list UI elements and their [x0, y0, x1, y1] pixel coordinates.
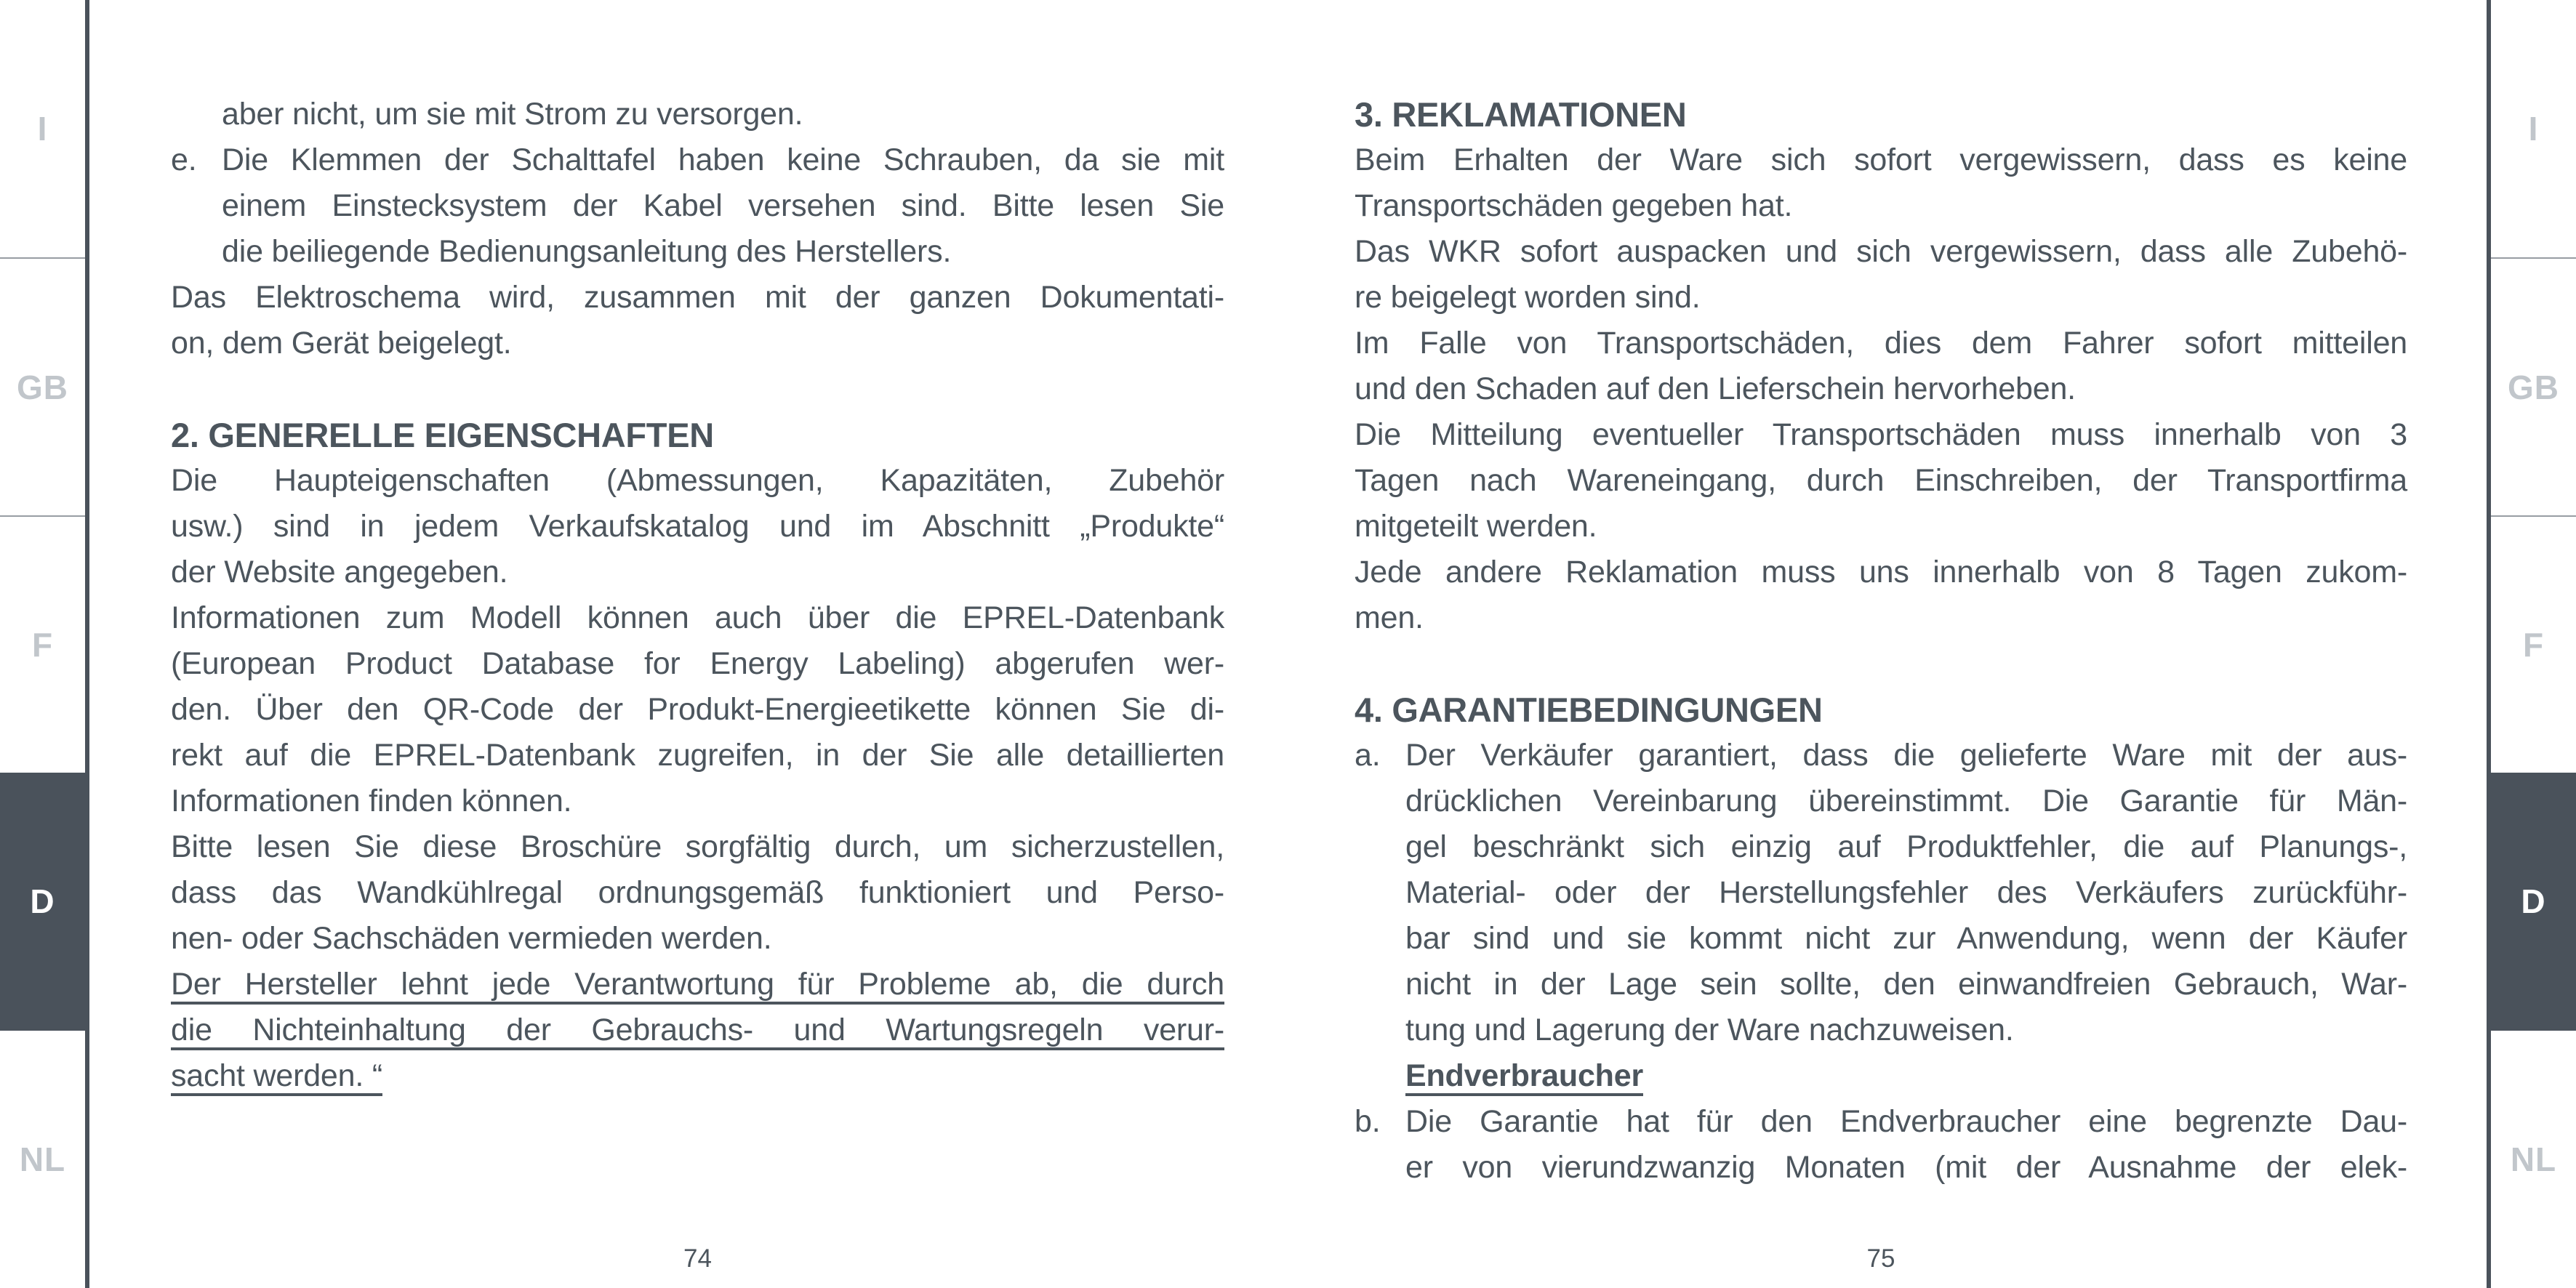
language-tab-rail-left — [0, 0, 85, 1288]
list-item — [1355, 733, 2407, 1099]
language-tab-nl-right — [2491, 1031, 2576, 1288]
text-line: sacht werden. “ — [171, 1058, 382, 1093]
text-line: Im Falle von Transportschäden, dies dem Fahrer sofort mitteilen — [1355, 326, 2407, 361]
section-heading: 3. REKLAMATIONEN — [1355, 95, 1687, 134]
paragraph — [1355, 229, 2407, 321]
text-line: Die Haupteigenschaften (Abmessungen, Kapazitäten, Zubehör — [171, 463, 1224, 498]
text-line: Die Klemmen der Schalttafel haben keine Schrauben, da sie mit — [222, 142, 1224, 177]
text-line: die Nichteinhaltung der Gebrauchs- und Wartungsregeln verur- — [171, 1013, 1224, 1047]
section-heading: 4. GARANTIEBEDINGUNGEN — [1355, 691, 1823, 729]
text-line: (European Product Database for Energy Labeling) abgerufen wer- — [171, 646, 1224, 681]
paragraph — [1355, 321, 2407, 412]
language-tab-label: F — [31, 625, 54, 664]
paragraph — [1355, 412, 2407, 550]
page-74-content — [171, 92, 1224, 1099]
text-line: Die Mitteilung eventueller Transportschäden muss innerhalb von 3 — [1355, 417, 2407, 452]
language-tab-label: F — [2522, 625, 2545, 664]
paragraph — [171, 92, 1224, 137]
page-number-74: 74 — [683, 1244, 712, 1273]
text-line: Der Verkäufer garantiert, dass die gelieferte Ware mit der aus- — [1405, 738, 2407, 773]
text-line: Beim Erhalten der Ware sich sofort vergewissern, dass es keine — [1355, 142, 2407, 177]
paragraph — [171, 595, 1224, 824]
text-line: usw.) sind in jedem Verkaufskatalog und im Abschnitt „Produkte“ — [171, 509, 1224, 544]
language-tab-label: GB — [17, 368, 68, 406]
list-marker: a. — [1355, 738, 1381, 773]
text-line: dass das Wandkühlregal ordnungsgemäß funktioniert und Perso- — [171, 875, 1224, 910]
language-tab-d-left — [0, 773, 85, 1030]
language-tab-rail-right — [2491, 0, 2576, 1288]
language-tab-label: D — [30, 882, 55, 921]
paragraph — [1355, 550, 2407, 641]
text-line: er von vierundzwanzig Monaten (mit der Ausnahme der elek- — [1405, 1150, 2407, 1185]
text-line: Der Hersteller lehnt jede Verantwortung für Probleme ab, die durch — [171, 967, 1224, 1002]
language-tab-i-left — [0, 0, 85, 257]
list-item — [171, 137, 1224, 275]
text-line: drücklichen Vereinbarung übereinstimmt. Die Garantie für Män- — [1405, 784, 2407, 818]
text-line: nicht in der Lage sein sollte, den einwandfreien Gebrauch, War- — [1405, 967, 2407, 1002]
text-line: mitgeteilt werden. — [1355, 509, 1597, 544]
text-line: Endverbraucher — [1405, 1058, 1643, 1093]
text-line: Informationen finden können. — [171, 784, 572, 818]
paragraph — [171, 458, 1224, 595]
text-line: Tagen nach Wareneingang, durch Einschreiben, der Transportfirma — [1355, 463, 2407, 498]
text-line: Das Elektroschema wird, zusammen mit der ganzen Dokumentati- — [171, 280, 1224, 315]
page-number-75: 75 — [1866, 1244, 1895, 1273]
language-tab-label: D — [2521, 882, 2546, 921]
section-heading: 2. GENERELLE EIGENSCHAFTEN — [171, 416, 714, 454]
text-line: nen- oder Sachschäden vermieden werden. — [171, 921, 772, 956]
text-line: gel beschränkt sich einzig auf Produktfehler, die auf Planungs-, — [1405, 829, 2407, 864]
text-line: der Website angegeben. — [171, 555, 508, 589]
paragraph — [1355, 137, 2407, 229]
text-line: Die Garantie hat für den Endverbraucher eine begrenzte Dau- — [1405, 1104, 2407, 1139]
text-line: den. Über den QR-Code der Produkt-Energieetikette können Sie di- — [171, 692, 1224, 727]
list-marker: e. — [171, 142, 197, 177]
text-line: Material- oder der Herstellungsfehler des Verkäufers zurückführ- — [1405, 875, 2407, 910]
language-tab-gb-right — [2491, 257, 2576, 515]
page-75-content — [1355, 92, 2407, 1191]
text-line: Bitte lesen Sie diese Broschüre sorgfältig durch, um sicherzustellen, — [171, 829, 1224, 864]
text-line: Transportschäden gegeben hat. — [1355, 188, 1793, 223]
rail-divider-right — [2487, 0, 2491, 1288]
language-tab-gb-left — [0, 257, 85, 515]
language-tab-label: I — [2528, 110, 2539, 148]
language-tab-label: I — [37, 110, 48, 148]
text-line: Jede andere Reklamation muss uns innerhalb von 8 Tagen zukom- — [1355, 555, 2407, 589]
language-tab-f-left — [0, 515, 85, 773]
text-line: on, dem Gerät beigelegt. — [171, 326, 512, 361]
paragraph — [171, 824, 1224, 962]
text-line: Das WKR sofort auspacken und sich vergewissern, dass alle Zubehö- — [1355, 234, 2407, 269]
text-line: tung und Lagerung der Ware nachzuweisen. — [1405, 1013, 2014, 1047]
text-line: men. — [1355, 600, 1424, 635]
language-tab-f-right — [2491, 515, 2576, 773]
text-line: einem Einstecksystem der Kabel versehen sind. Bitte lesen Sie — [222, 188, 1224, 223]
list-marker: b. — [1355, 1104, 1381, 1139]
language-tab-label: NL — [19, 1140, 66, 1178]
list-item — [1355, 1099, 2407, 1191]
language-tab-nl-left — [0, 1031, 85, 1288]
text-line: die beiliegende Bedienungsanleitung des Herstellers. — [222, 234, 952, 269]
text-line: aber nicht, um sie mit Strom zu versorgen. — [222, 97, 803, 132]
paragraph — [171, 962, 1224, 1099]
text-line: bar sind und sie kommt nicht zur Anwendung, wenn der Käufer — [1405, 921, 2407, 956]
text-line: rekt auf die EPREL-Datenbank zugreifen, in der Sie alle detaillierten — [171, 738, 1224, 773]
language-tab-i-right — [2491, 0, 2576, 257]
language-tab-label: NL — [2510, 1140, 2557, 1178]
paragraph — [171, 275, 1224, 366]
text-line: und den Schaden auf den Lieferschein hervorheben. — [1355, 371, 2076, 406]
text-line: re beigelegt worden sind. — [1355, 280, 1701, 315]
language-tab-d-right — [2491, 773, 2576, 1030]
language-tab-label: GB — [2508, 368, 2559, 406]
rail-divider-left — [85, 0, 89, 1288]
text-line: Informationen zum Modell können auch über die EPREL-Datenbank — [171, 600, 1224, 635]
